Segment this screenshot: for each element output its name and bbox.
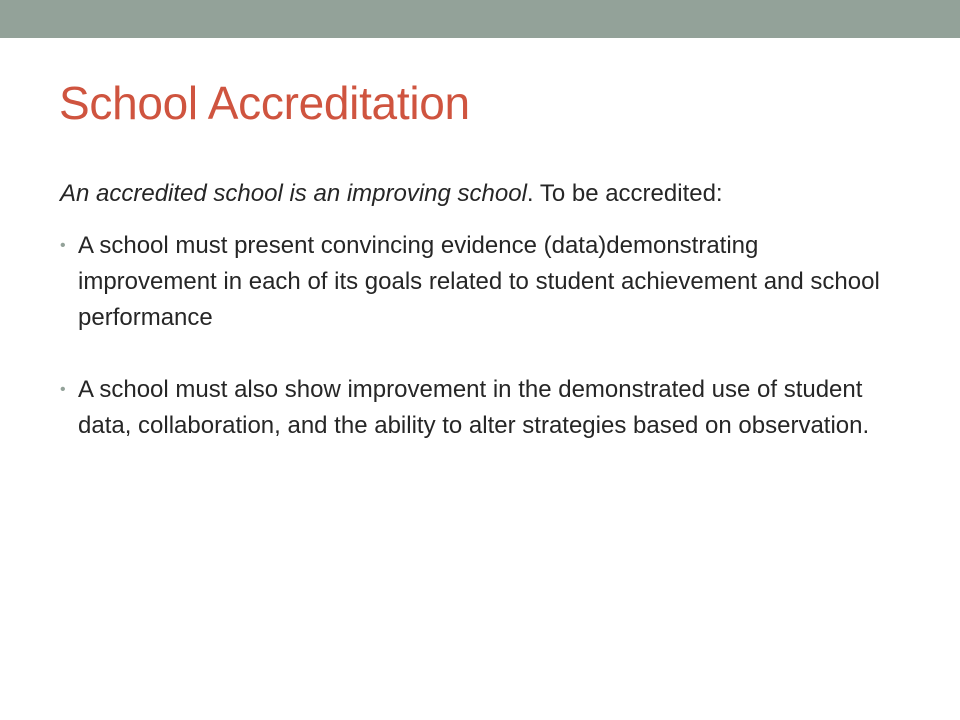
intro-regular-text: . To be accredited: bbox=[526, 180, 723, 207]
bullet-dot-icon: • bbox=[60, 237, 66, 254]
bullet-item bbox=[60, 228, 890, 336]
slide-title: School Accreditation bbox=[59, 77, 470, 129]
bullet-item bbox=[60, 372, 890, 444]
header-band bbox=[0, 0, 960, 38]
bullet-text: A school must present convincing evidence (data)demonstrating improvement in each of its goals related to student achievement and school performance bbox=[78, 232, 880, 331]
bullet-dot-icon: • bbox=[60, 381, 66, 398]
intro-italic-text: An accredited school is an improving school bbox=[60, 180, 527, 207]
bullet-text: A school must also show improvement in the demonstrated use of student data, collaboration, and the ability to alter strategies based on observation. bbox=[78, 376, 870, 439]
intro-paragraph bbox=[60, 176, 890, 212]
slide-body bbox=[60, 176, 890, 444]
bullet-list bbox=[60, 228, 890, 444]
